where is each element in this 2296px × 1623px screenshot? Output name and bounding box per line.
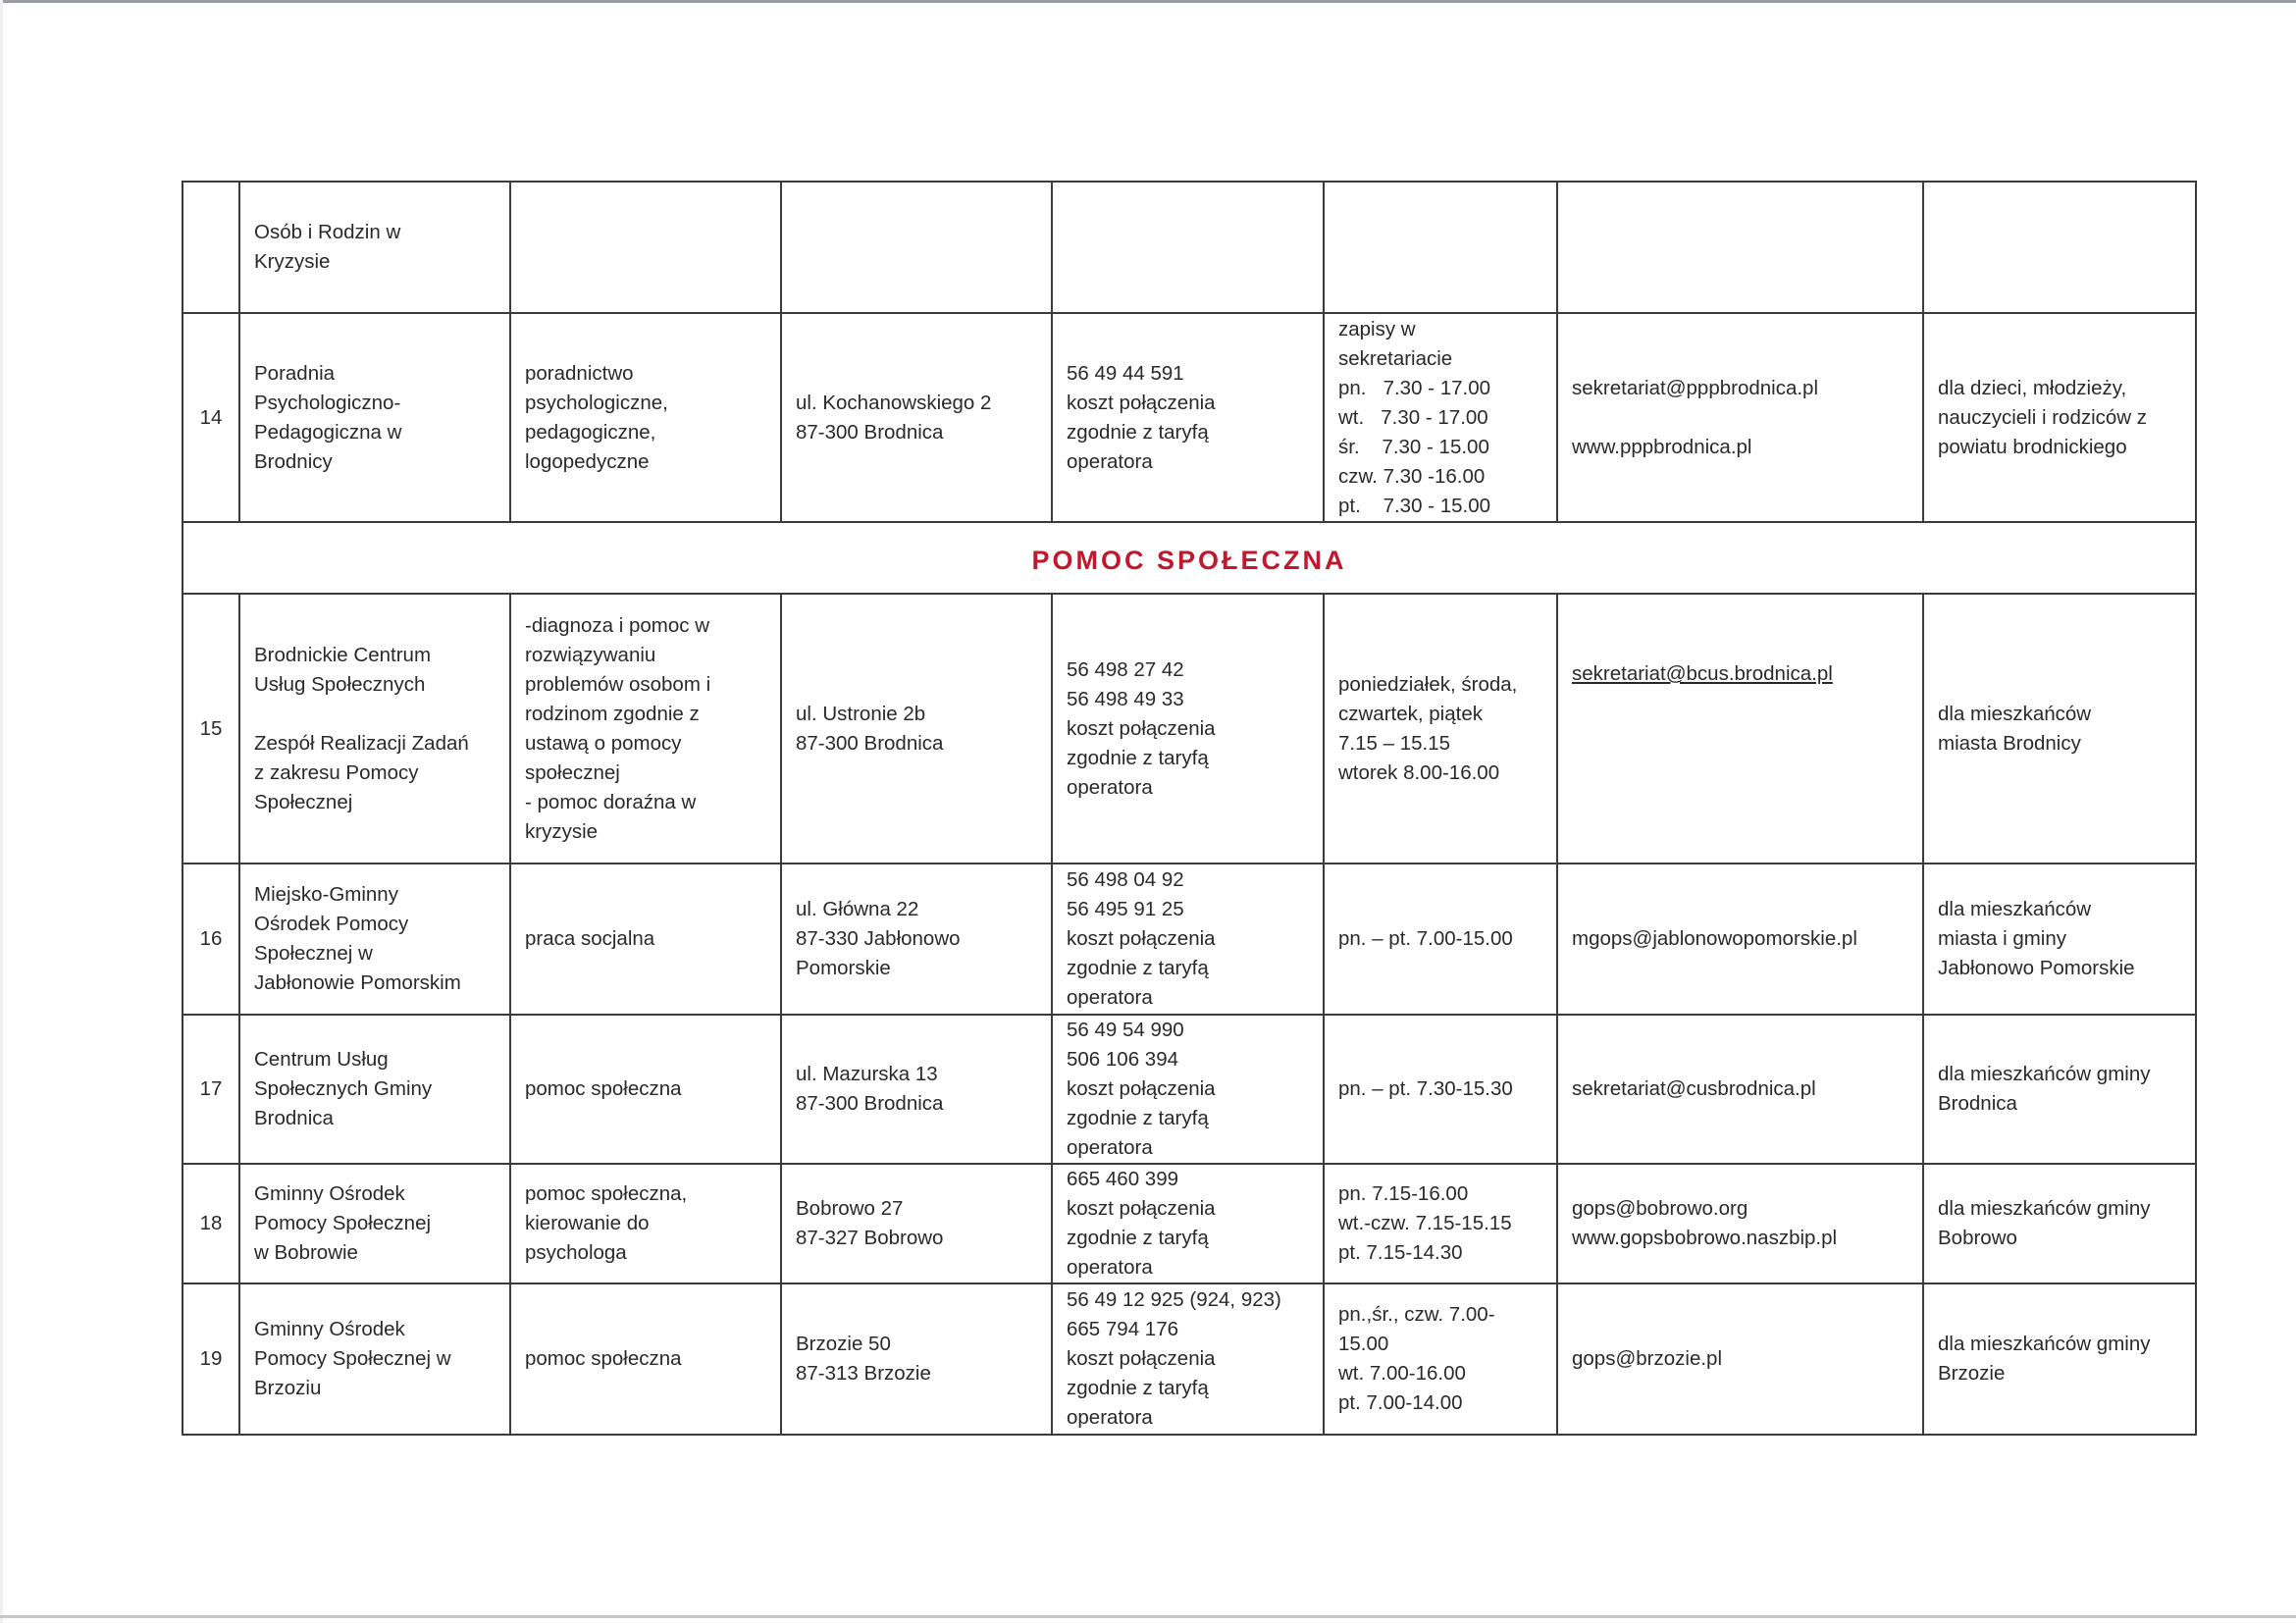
- opening-hours-cell: [1324, 1283, 1557, 1435]
- cell-text-line: pn.,śr., czw. 7.00-: [1338, 1303, 1495, 1326]
- phone-cell: [1052, 864, 1324, 1015]
- cell-text-line: koszt połączenia: [1067, 1077, 1216, 1100]
- cell-text-line: wt. 7.30 - 17.00: [1338, 406, 1488, 429]
- table-row: [183, 313, 2196, 522]
- cell-text-line: zapisy w: [1338, 318, 1416, 340]
- cell-text-line: operatora: [1067, 986, 1153, 1009]
- cell-text-line: pn. 7.30 - 17.00: [1338, 377, 1491, 399]
- cell-text-line: Gminny Ośrodek: [254, 1182, 405, 1205]
- email-link[interactable]: gops@bobrowo.org: [1572, 1197, 1748, 1220]
- email-link[interactable]: mgops@jablonowopomorskie.pl: [1572, 927, 1857, 950]
- cell-text-line: pomoc społeczna: [525, 1077, 682, 1100]
- cell-text-line: koszt połączenia: [1067, 1347, 1216, 1370]
- cell-text-line: Miejsko-Gminny: [254, 883, 398, 906]
- cell-text-line: miasta Brodnicy: [1938, 731, 2081, 755]
- address-cell: [781, 1015, 1052, 1164]
- cell-text-line: w Bobrowie: [254, 1241, 358, 1264]
- target-group-cell: [1923, 594, 2196, 864]
- cell-text-line: 665 794 176: [1067, 1318, 1179, 1340]
- cell-text-line: -diagnoza i pomoc w: [525, 613, 710, 637]
- email-link[interactable]: sekretariat@cusbrodnica.pl: [1572, 1077, 1816, 1100]
- cell-text-line: zgodnie z taryfą: [1067, 746, 1209, 769]
- target-group-cell: [1923, 1283, 2196, 1435]
- contact-cell: [1557, 1164, 1923, 1283]
- institution-name-cell: [239, 313, 510, 522]
- line-spacer: [1572, 403, 1908, 433]
- cell-text-line: Gminny Ośrodek: [254, 1318, 405, 1340]
- row-number-cell: 16: [183, 864, 239, 1015]
- cell-text-line: 56 49 54 990: [1067, 1019, 1184, 1041]
- cell-text-line: 87-313 Brzozie: [796, 1362, 931, 1385]
- cell-text-line: 56 49 44 591: [1067, 361, 1184, 385]
- cell-text-line: pt. 7.00-14.00: [1338, 1391, 1463, 1414]
- address-cell: [781, 864, 1052, 1015]
- cell-text-line: 87-300 Brodnica: [796, 1092, 944, 1115]
- email-link[interactable]: sekretariat@pppbrodnica.pl: [1572, 376, 1819, 399]
- cell-text-line: dla mieszkańców gminy: [1938, 1197, 2151, 1220]
- phone-cell: [1052, 313, 1324, 522]
- services-cell: [510, 594, 781, 864]
- services-cell: [510, 864, 781, 1015]
- cell-text-line: operatora: [1067, 449, 1153, 473]
- target-group-cell: [1923, 1164, 2196, 1283]
- cell-text-line: kryzysie: [525, 819, 599, 843]
- cell-text-line: 87-300 Brodnica: [796, 731, 944, 755]
- cell-text-line: miasta i gminy: [1938, 927, 2067, 950]
- cell-text-line: poradnictwo: [525, 361, 634, 385]
- cell-text-line: Społecznych Gminy: [254, 1077, 433, 1100]
- cell-text-line: Brodnicy: [254, 449, 333, 473]
- contact-cell: [1557, 182, 1923, 313]
- website-link[interactable]: www.pppbrodnica.pl: [1572, 435, 1752, 458]
- cell-text-line: z zakresu Pomocy: [254, 760, 419, 784]
- cell-text-line: ustawą o pomocy: [525, 731, 682, 755]
- line-spacer: [254, 700, 496, 729]
- cell-text-line: - pomoc doraźna w: [525, 790, 697, 813]
- cell-text-line: pn. – pt. 7.00-15.00: [1338, 927, 1513, 950]
- cell-text-line: 506 106 394: [1067, 1048, 1179, 1071]
- address-cell: [781, 313, 1052, 522]
- cell-text-line: rodzinom zgodnie z: [525, 702, 700, 725]
- cell-text-line: 87-327 Bobrowo: [796, 1227, 944, 1249]
- cell-text-line: Jabłonowie Pomorskim: [254, 971, 461, 994]
- cell-text-line: poniedziałek, środa,: [1338, 672, 1518, 696]
- opening-hours-cell: [1324, 864, 1557, 1015]
- institution-name-cell: [239, 594, 510, 864]
- cell-text-line: społecznej: [525, 760, 620, 784]
- cell-text-line: Brodnickie Centrum: [254, 643, 432, 666]
- services-cell: [510, 1015, 781, 1164]
- address-cell: [781, 182, 1052, 313]
- opening-hours-cell: [1324, 313, 1557, 522]
- opening-hours-cell: [1324, 182, 1557, 313]
- cell-text-line: Brzozie 50: [796, 1333, 891, 1355]
- table-row: [183, 1164, 2196, 1283]
- address-cell: [781, 1283, 1052, 1435]
- table-row: [183, 864, 2196, 1015]
- cell-text-line: 56 495 91 25: [1067, 898, 1184, 920]
- email-link[interactable]: gops@brzozie.pl: [1572, 1347, 1722, 1370]
- cell-text-line: Pedagogiczna w: [254, 420, 402, 444]
- cell-text-line: 87-330 Jabłonowo: [796, 927, 961, 950]
- cell-text-line: Pomocy Społecznej w: [254, 1347, 451, 1370]
- cell-text-line: Poradnia: [254, 361, 336, 385]
- cell-text-line: Ośrodek Pomocy: [254, 913, 409, 935]
- phone-cell: [1052, 1283, 1324, 1435]
- cell-text-line: 56 498 04 92: [1067, 868, 1184, 891]
- table-row: [183, 1015, 2196, 1164]
- row-number-cell: 19: [183, 1283, 239, 1435]
- scan-edge-left: [0, 0, 3, 1623]
- cell-text-line: 56 498 27 42: [1067, 657, 1184, 681]
- cell-text-line: Psychologiczno-: [254, 391, 401, 414]
- cell-text-line: Kryzysie: [254, 250, 331, 273]
- cell-text-line: Osób i Rodzin w: [254, 221, 401, 243]
- cell-text-line: Usług Społecznych: [254, 672, 426, 696]
- contact-cell: [1557, 1015, 1923, 1164]
- cell-text-line: pn. 7.15-16.00: [1338, 1182, 1469, 1205]
- contact-cell: [1557, 864, 1923, 1015]
- cell-text-line: koszt połączenia: [1067, 927, 1216, 950]
- cell-text-line: Centrum Usług: [254, 1048, 389, 1071]
- row-number-cell: 17: [183, 1015, 239, 1164]
- phone-cell: [1052, 1164, 1324, 1283]
- target-group-cell: [1923, 182, 2196, 313]
- cell-text-line: nauczycieli i rodziców z: [1938, 405, 2148, 429]
- cell-text-line: Zespół Realizacji Zadań: [254, 731, 469, 755]
- cell-text-line: Pomocy Społecznej: [254, 1212, 432, 1234]
- cell-text-line: zgodnie z taryfą: [1067, 957, 1209, 979]
- cell-text-line: dla mieszkańców: [1938, 702, 2092, 725]
- cell-text-line: pedagogiczne,: [525, 420, 656, 444]
- email-link[interactable]: sekretariat@bcus.brodnica.pl: [1572, 662, 1833, 685]
- cell-text-line: sekretariacie: [1338, 347, 1453, 370]
- opening-hours-cell: [1324, 1164, 1557, 1283]
- scan-edge-top: [0, 0, 2296, 3]
- row-number-cell: 14: [183, 313, 239, 522]
- cell-text-line: psychologiczne,: [525, 391, 668, 414]
- table-row: [183, 1283, 2196, 1435]
- section-header-cell: [183, 522, 2196, 594]
- cell-text-line: dla mieszkańców gminy: [1938, 1063, 2151, 1085]
- cell-text-line: zgodnie z taryfą: [1067, 1107, 1209, 1129]
- cell-text-line: 7.15 – 15.15: [1338, 731, 1450, 755]
- cell-text-line: operatora: [1067, 1256, 1153, 1279]
- services-cell: [510, 182, 781, 313]
- cell-text-line: zgodnie z taryfą: [1067, 420, 1209, 444]
- cell-text-line: ul. Mazurska 13: [796, 1063, 938, 1085]
- scan-edge-bottom: [0, 1615, 2296, 1618]
- cell-text-line: operatora: [1067, 1406, 1153, 1429]
- cell-text-line: pn. – pt. 7.30-15.30: [1338, 1077, 1513, 1100]
- cell-text-line: Brzoziu: [254, 1377, 322, 1399]
- cell-text-line: 87-300 Brodnica: [796, 420, 944, 444]
- cell-text-line: pomoc społeczna,: [525, 1182, 688, 1205]
- table-body: [183, 182, 2196, 1435]
- target-group-cell: [1923, 864, 2196, 1015]
- cell-text-line: czw. 7.30 -16.00: [1338, 465, 1486, 488]
- cell-text-line: operatora: [1067, 775, 1153, 799]
- cell-text-line: zgodnie z taryfą: [1067, 1227, 1209, 1249]
- cell-text-line: Bobrowo: [1938, 1227, 2017, 1249]
- phone-cell: [1052, 594, 1324, 864]
- cell-text-line: Brodnica: [1938, 1092, 2017, 1115]
- cell-text-line: dla mieszkańców: [1938, 898, 2092, 920]
- institution-name-cell: [239, 864, 510, 1015]
- institution-name-cell: [239, 182, 510, 313]
- table-row: [183, 594, 2196, 864]
- cell-text-line: zgodnie z taryfą: [1067, 1377, 1209, 1399]
- cell-text-line: koszt połączenia: [1067, 391, 1216, 414]
- cell-text-line: 56 49 12 925 (924, 923): [1067, 1288, 1281, 1311]
- cell-text-line: problemów osobom i: [525, 672, 711, 696]
- opening-hours-cell: [1324, 594, 1557, 864]
- address-cell: [781, 1164, 1052, 1283]
- cell-text-line: Społecznej w: [254, 942, 373, 965]
- services-cell: [510, 1283, 781, 1435]
- row-number-cell: 15: [183, 594, 239, 864]
- table-row: [183, 182, 2196, 313]
- phone-cell: [1052, 182, 1324, 313]
- cell-text-line: czwartek, piątek: [1338, 702, 1483, 725]
- section-header-row: [183, 522, 2196, 594]
- cell-text-line: koszt połączenia: [1067, 716, 1216, 740]
- institution-name-cell: [239, 1283, 510, 1435]
- cell-text-line: 15.00: [1338, 1333, 1389, 1355]
- cell-text-line: operatora: [1067, 1136, 1153, 1159]
- section-title: POMOC SPOŁECZNA: [1031, 546, 1347, 575]
- cell-text-line: 665 460 399: [1067, 1168, 1179, 1190]
- cell-text-line: Jabłonowo Pomorskie: [1938, 957, 2135, 979]
- services-cell: [510, 1164, 781, 1283]
- cell-text-line: ul. Główna 22: [796, 898, 919, 920]
- cell-text-line: dla dzieci, młodzieży,: [1938, 376, 2127, 399]
- cell-text-line: psychologa: [525, 1241, 627, 1264]
- opening-hours-cell: [1324, 1015, 1557, 1164]
- cell-text-line: dla mieszkańców gminy: [1938, 1333, 2151, 1355]
- cell-text-line: Bobrowo 27: [796, 1197, 904, 1220]
- cell-text-line: wt. 7.00-16.00: [1338, 1362, 1466, 1385]
- contact-cell: [1557, 313, 1923, 522]
- cell-text-line: logopedyczne: [525, 449, 650, 473]
- contact-cell: [1557, 594, 1923, 864]
- cell-text-line: wtorek 8.00-16.00: [1338, 760, 1500, 784]
- cell-text-line: śr. 7.30 - 15.00: [1338, 436, 1489, 458]
- services-cell: [510, 313, 781, 522]
- cell-text-line: powiatu brodnickiego: [1938, 435, 2127, 458]
- cell-text-line: pomoc społeczna: [525, 1347, 682, 1370]
- institution-name-cell: [239, 1164, 510, 1283]
- row-number-cell: [183, 182, 239, 313]
- cell-text-line: 56 498 49 33: [1067, 687, 1184, 710]
- cell-text-line: Społecznej: [254, 790, 353, 813]
- target-group-cell: [1923, 313, 2196, 522]
- institution-name-cell: [239, 1015, 510, 1164]
- row-number-cell: 18: [183, 1164, 239, 1283]
- cell-text-line: wt.-czw. 7.15-15.15: [1338, 1212, 1512, 1234]
- cell-text-line: pt. 7.30 - 15.00: [1338, 495, 1490, 517]
- target-group-cell: [1923, 1015, 2196, 1164]
- website-link[interactable]: www.gopsbobrowo.naszbip.pl: [1572, 1227, 1838, 1249]
- cell-text-line: Pomorskie: [796, 957, 891, 979]
- cell-text-line: rozwiązywaniu: [525, 643, 656, 666]
- phone-cell: [1052, 1015, 1324, 1164]
- cell-text-line: praca socjalna: [525, 927, 655, 950]
- cell-text-line: koszt połączenia: [1067, 1197, 1216, 1220]
- address-cell: [781, 594, 1052, 864]
- cell-text-line: Brzozie: [1938, 1362, 2006, 1385]
- cell-text-line: ul. Ustronie 2b: [796, 702, 926, 725]
- cell-text-line: Brodnica: [254, 1107, 334, 1129]
- cell-text-line: kierowanie do: [525, 1212, 650, 1234]
- services-table: [182, 181, 2197, 1436]
- cell-text-line: pt. 7.15-14.30: [1338, 1241, 1463, 1264]
- cell-text-line: ul. Kochanowskiego 2: [796, 391, 992, 414]
- contact-cell: [1557, 1283, 1923, 1435]
